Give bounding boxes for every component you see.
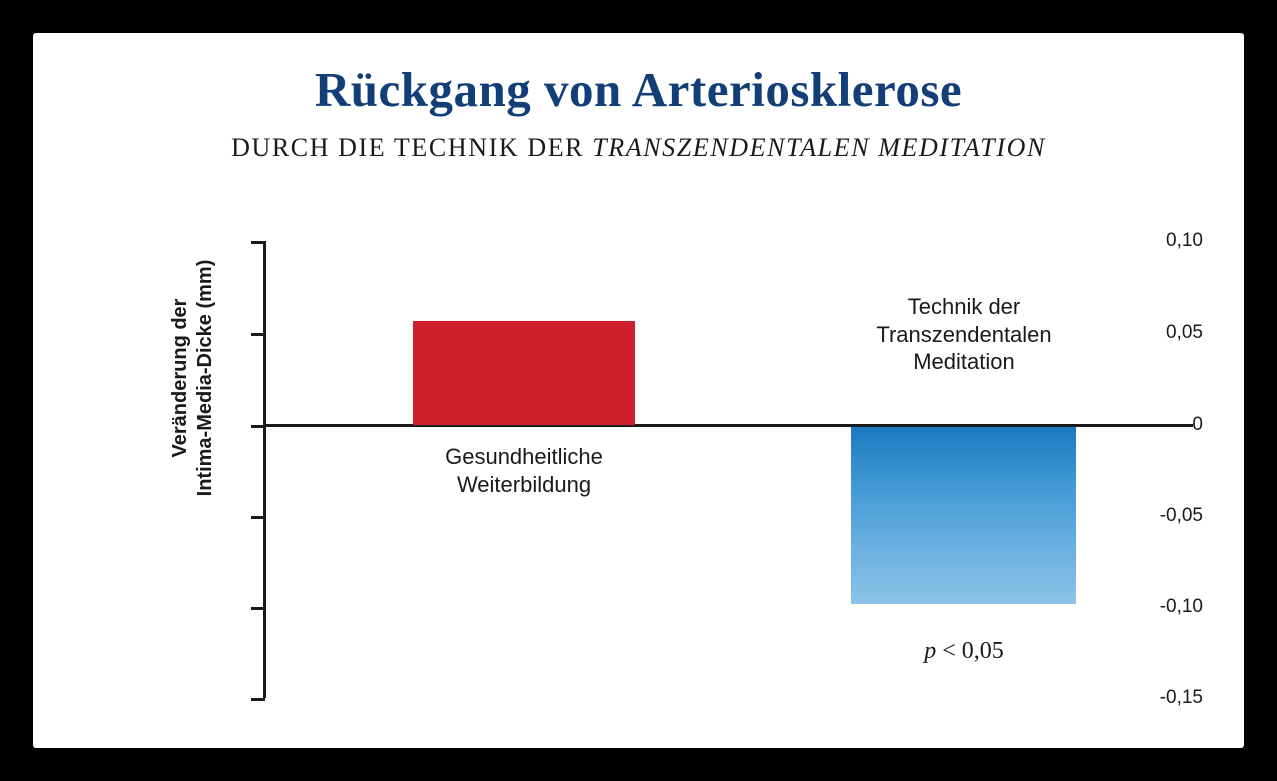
- bar-health-education: [413, 321, 635, 425]
- y-tick-3: [251, 516, 265, 519]
- subtitle-emphasis: TRANSZENDENTALEN MEDITATION: [592, 133, 1046, 162]
- p-value-annotation: [838, 638, 1090, 665]
- chart-card: [33, 33, 1244, 748]
- y-tick-label-0: 0,10: [1166, 230, 1203, 251]
- y-axis-title-line1: Veränderung der: [169, 298, 191, 458]
- y-tick-4: [251, 607, 265, 610]
- bar-label-health-education-line1: Gesundheitliche: [445, 444, 603, 469]
- y-tick-label-5: -0,15: [1159, 687, 1203, 708]
- bar-label-health-education: [388, 443, 660, 498]
- bar-transcendental-meditation: [851, 427, 1076, 604]
- y-tick-label-4: -0,10: [1159, 596, 1203, 617]
- subtitle-prefix: DURCH DIE TECHNIK DER: [231, 133, 593, 162]
- p-value-symbol: p: [924, 638, 937, 664]
- bar-label-tm-line1: Technik der: [907, 294, 1021, 319]
- chart-plot-area: [169, 230, 1203, 713]
- y-axis-title-line2: Intima-Media-Dicke (mm): [194, 259, 216, 497]
- y-tick-1: [251, 333, 265, 336]
- bar-label-tm-line3: Meditation: [913, 349, 1015, 374]
- y-axis-line: [263, 241, 266, 698]
- y-tick-label-2: 0: [1192, 414, 1203, 435]
- y-tick-5: [251, 698, 265, 701]
- y-axis-title: [168, 248, 218, 508]
- y-tick-0: [251, 241, 265, 244]
- p-value-text: < 0,05: [936, 638, 1004, 664]
- y-tick-label-1: 0,05: [1166, 322, 1203, 343]
- page-subtitle: [33, 133, 1244, 163]
- bar-label-health-education-line2: Weiterbildung: [456, 471, 592, 497]
- bar-label-transcendental-meditation: [838, 293, 1090, 376]
- y-tick-2: [251, 425, 265, 428]
- y-tick-label-3: -0,05: [1159, 505, 1203, 526]
- page-title: Rückgang von Arteriosklerose: [314, 62, 963, 117]
- bar-label-tm-line2: Transzendentalen: [876, 321, 1052, 347]
